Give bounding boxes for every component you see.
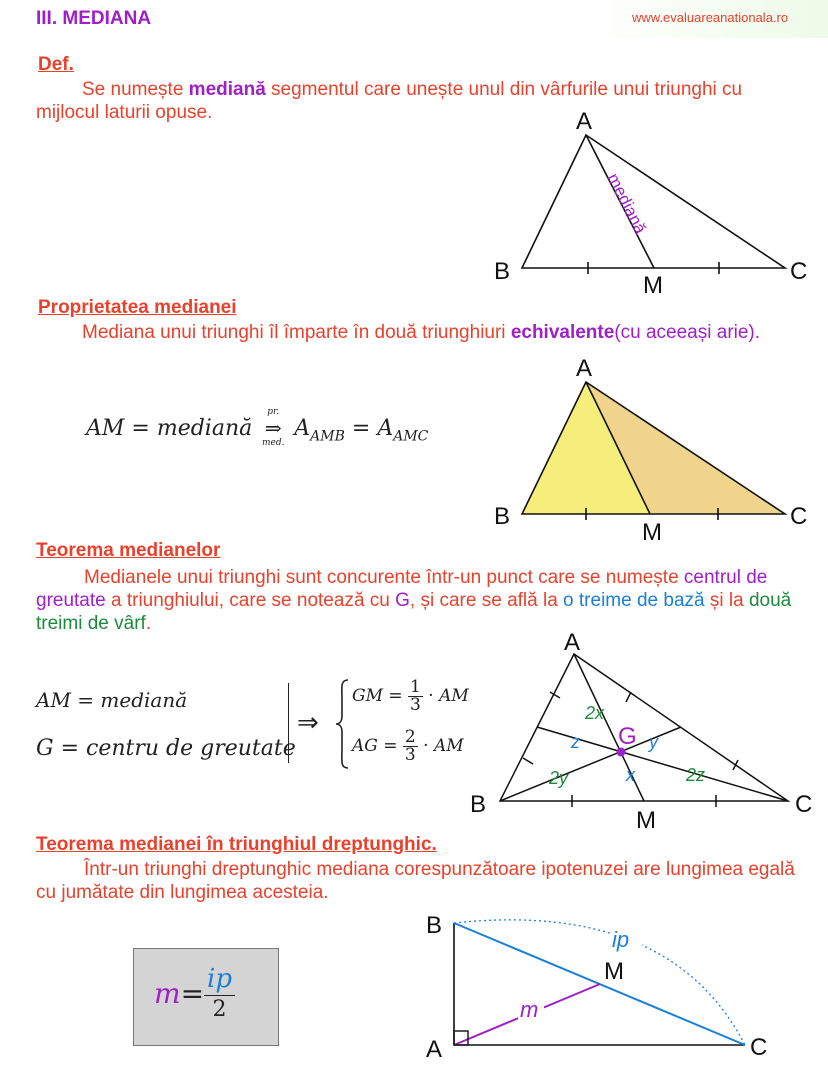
midpoint-m-label: M xyxy=(604,958,624,985)
tick-mark xyxy=(626,692,631,702)
vertex-a-label: A xyxy=(576,355,593,382)
tick-mark xyxy=(733,760,738,770)
one-third-term: o treime de bază xyxy=(563,590,705,611)
gm-formula: GM = $\frac{1}{3}$ · AM xyxy=(352,677,469,715)
midpoint-m-label: M xyxy=(636,807,656,834)
property-term: echivalente xyxy=(510,322,615,343)
triangle-abc xyxy=(500,654,788,801)
figure-centroid xyxy=(468,624,823,838)
tick-mark xyxy=(523,758,533,764)
vertex-b-label: B xyxy=(426,912,443,939)
figure-median-triangle xyxy=(490,105,820,305)
ag-formula: AG = $\frac{2}{3}$ · AM xyxy=(352,727,464,765)
vertex-a-label: A xyxy=(576,108,593,135)
triangle-abc xyxy=(522,135,785,268)
right-theorem-text: Într-un triunghi dreptunghic mediana corespunzătoare ipotenuzei are lungimea egală cu jumătate din lungimea acesteia. xyxy=(36,859,795,903)
area-amc: $A_{AMC}$ xyxy=(377,416,429,445)
definition-text-post: segmentul care unește unul din vârfurile unui triunghi cu mijlocul laturii opuse. xyxy=(36,79,743,123)
median-m-label: m xyxy=(520,997,539,1022)
vertex-c-label: C xyxy=(750,1034,768,1061)
brace-icon xyxy=(334,678,350,770)
figure-right-triangle xyxy=(420,905,800,1075)
arrow-top-label: pr. xyxy=(267,407,280,417)
figure-equal-areas xyxy=(490,350,820,550)
segment-2y-label: 2y xyxy=(549,768,569,788)
midpoint-m-label: M xyxy=(642,519,662,546)
property-text-pre: Mediana unui triunghi îl împarte în două triunghiuri xyxy=(82,322,511,343)
segment-2z-label: 2z xyxy=(686,765,706,785)
definition-text-pre: Se numește xyxy=(82,79,189,100)
centroid-term: centrul de greutate xyxy=(36,567,768,611)
property-text xyxy=(36,321,796,344)
theorem-text: Medianele unui triunghi sunt concurente într-un punct care se numește centrul de greutate a triunghiului, care se notează cu G, și care se află la o treime de bază și la două treimi de vârf. xyxy=(36,567,792,634)
vertex-c-label: C xyxy=(790,258,808,285)
segment-y-label: y xyxy=(649,732,658,752)
property-formula: AM = mediană pr. ⇒ med. $A_{AMB} = A_{AMC}$ xyxy=(86,407,429,448)
page-title: III. MEDIANA xyxy=(36,8,152,29)
vertex-c-label: C xyxy=(790,503,808,530)
formula-box xyxy=(133,948,279,1046)
divider-bar xyxy=(288,683,289,763)
theorem-line1: AM = mediană xyxy=(36,688,188,712)
hypotenuse-ip-label: ip xyxy=(612,927,630,952)
property-text-post: (cu aceeași arie). xyxy=(614,322,761,343)
theorem-heading: Teorema medianelor xyxy=(36,540,221,561)
theorem-line2: G = centru de greutate xyxy=(36,736,296,761)
property-heading: Proprietatea medianei xyxy=(38,297,237,318)
area-amb: $A_{AMB}$ xyxy=(294,416,345,445)
vertex-a-label: A xyxy=(564,629,581,656)
implies-symbol: ⇒ xyxy=(297,708,319,738)
midpoint-m-label: M xyxy=(643,272,663,299)
median-formula: m= ip 2 xyxy=(154,963,235,1024)
formula-lhs: AM = mediană xyxy=(86,416,253,441)
vertex-c-label: C xyxy=(795,791,813,818)
arrow-bottom-label: med. xyxy=(262,438,285,448)
implies-arrow xyxy=(259,407,287,448)
right-theorem-heading: Teorema medianei în triunghiul dreptunghic. xyxy=(36,834,437,855)
segment-z-label: z xyxy=(571,732,580,752)
arrow-glyph: ⇒ xyxy=(264,416,282,440)
segment-2x-label: 2x xyxy=(585,703,605,723)
website-url[interactable]: www.evaluareanationala.ro xyxy=(632,10,789,25)
definition-term: mediană xyxy=(188,79,266,100)
segment-x-label: x xyxy=(626,765,635,785)
median-label: mediană xyxy=(603,170,651,237)
vertex-b-label: B xyxy=(470,791,487,818)
definition-heading: Def. xyxy=(38,54,74,75)
centroid-g-label: G xyxy=(618,723,637,750)
vertex-b-label: B xyxy=(494,258,511,285)
vertex-a-label: A xyxy=(426,1036,443,1063)
vertex-b-label: B xyxy=(494,503,511,530)
two-thirds-term: două treimi de vârf xyxy=(36,590,792,634)
